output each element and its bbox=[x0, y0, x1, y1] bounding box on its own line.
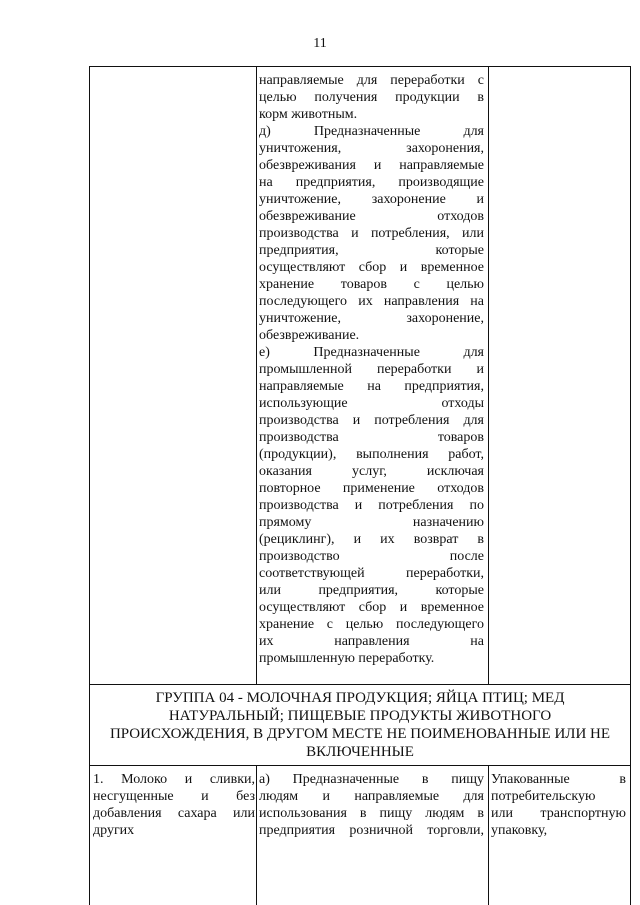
cell-line: направляемые на предприятия, bbox=[259, 379, 484, 394]
cell-line: хранение с целью последующего bbox=[259, 617, 484, 632]
column-divider-1-bottom bbox=[256, 765, 257, 905]
cell-line: предприятия, которые bbox=[259, 243, 484, 258]
cell-line: или транспортную bbox=[491, 806, 626, 821]
cell-line: упаковку, bbox=[491, 823, 548, 838]
table-right-border bbox=[630, 66, 631, 905]
cell-line: потребительскую bbox=[491, 789, 596, 804]
table-cell-packaging bbox=[491, 771, 626, 839]
cell-line: Упакованные в bbox=[491, 772, 626, 787]
cell-line: а) Предназначенные в пищу bbox=[259, 772, 484, 787]
cell-line: на предприятия, производящие bbox=[259, 175, 484, 190]
table-left-border bbox=[89, 66, 90, 905]
cell-line: уничтожения, захоронения, bbox=[259, 141, 484, 156]
cell-line: уничтожение, захоронение, bbox=[259, 311, 484, 326]
cell-line: 1. Молоко и сливки, bbox=[93, 772, 255, 787]
cell-line: производства товаров bbox=[259, 430, 484, 445]
cell-line: е) Предназначенные для bbox=[259, 345, 484, 360]
cell-line: обезвреживание отходов bbox=[259, 209, 484, 224]
cell-line: прямому назначению bbox=[259, 515, 484, 530]
cell-line: осуществляют сбор и временное bbox=[259, 600, 484, 615]
page-number: 11 bbox=[313, 36, 327, 51]
cell-line: последующего их направления на bbox=[259, 294, 484, 309]
row-separator-heading-bottom bbox=[89, 765, 631, 766]
cell-line: соответствующей переработки, bbox=[259, 566, 484, 581]
table-top-border bbox=[89, 66, 631, 67]
cell-line: промышленной переработки и bbox=[259, 362, 484, 377]
cell-line: направляемые для переработки с bbox=[259, 73, 484, 88]
cell-line: осуществляют сбор и временное bbox=[259, 260, 484, 275]
row-separator-heading-top bbox=[89, 684, 631, 685]
group-heading-line: ПРОИСХОЖДЕНИЯ, В ДРУГОМ МЕСТЕ НЕ ПОИМЕНОВАННЫЕ ИЛИ НЕ bbox=[109, 726, 611, 742]
cell-line: целью получения продукции в bbox=[259, 90, 484, 105]
group-heading-line: ГРУППА 04 - МОЛОЧНАЯ ПРОДУКЦИЯ; ЯЙЦА ПТИЦ; МЕД bbox=[155, 690, 565, 706]
cell-line: использующие отходы bbox=[259, 396, 484, 411]
cell-line: предприятия розничной торговли, bbox=[259, 823, 484, 838]
cell-line: добавления сахара или bbox=[93, 806, 255, 821]
cell-line: оказания услуг, исключая bbox=[259, 464, 484, 479]
cell-line: производство после bbox=[259, 549, 484, 564]
table-cell-product-name bbox=[93, 771, 255, 839]
table-cell-purpose bbox=[259, 771, 484, 839]
group-heading-line: ВКЛЮЧЕННЫЕ bbox=[306, 744, 414, 760]
cell-line: или предприятия, которые bbox=[259, 583, 484, 598]
table-cell-middle-continued bbox=[259, 72, 484, 667]
column-divider-1-top bbox=[256, 66, 257, 684]
cell-line: д) Предназначенные для bbox=[259, 124, 484, 139]
cell-line: (продукции), выполнения работ, bbox=[259, 447, 484, 462]
cell-line: обезвреживания и направляемые bbox=[259, 158, 484, 173]
cell-line: повторное применение отходов bbox=[259, 481, 484, 496]
cell-line: производства и потребления для bbox=[259, 413, 484, 428]
cell-line: уничтожение, захоронение и bbox=[259, 192, 484, 207]
cell-line: использования в пищу людям в bbox=[259, 806, 484, 821]
cell-line: их направления на bbox=[259, 634, 484, 649]
cell-line: обезвреживание. bbox=[259, 328, 360, 343]
cell-line: производства и потребления, или bbox=[259, 226, 484, 241]
cell-line: других bbox=[93, 823, 135, 838]
column-divider-2-top bbox=[488, 66, 489, 684]
cell-line: (рециклинг), и их возврат в bbox=[259, 532, 484, 547]
cell-line: производства и потребления по bbox=[259, 498, 484, 513]
cell-line: корм животным. bbox=[259, 107, 358, 122]
cell-line: людям и направляемые для bbox=[259, 789, 484, 804]
cell-line: несгущенные и без bbox=[93, 789, 255, 804]
group-heading-line: НАТУРАЛЬНЫЙ; ПИЩЕВЫЕ ПРОДУКТЫ ЖИВОТНОГО bbox=[168, 708, 552, 724]
column-divider-2-bottom bbox=[488, 765, 489, 905]
cell-line: хранение товаров с целью bbox=[259, 277, 484, 292]
cell-line: промышленную переработку. bbox=[259, 651, 435, 666]
group-heading bbox=[92, 689, 628, 761]
